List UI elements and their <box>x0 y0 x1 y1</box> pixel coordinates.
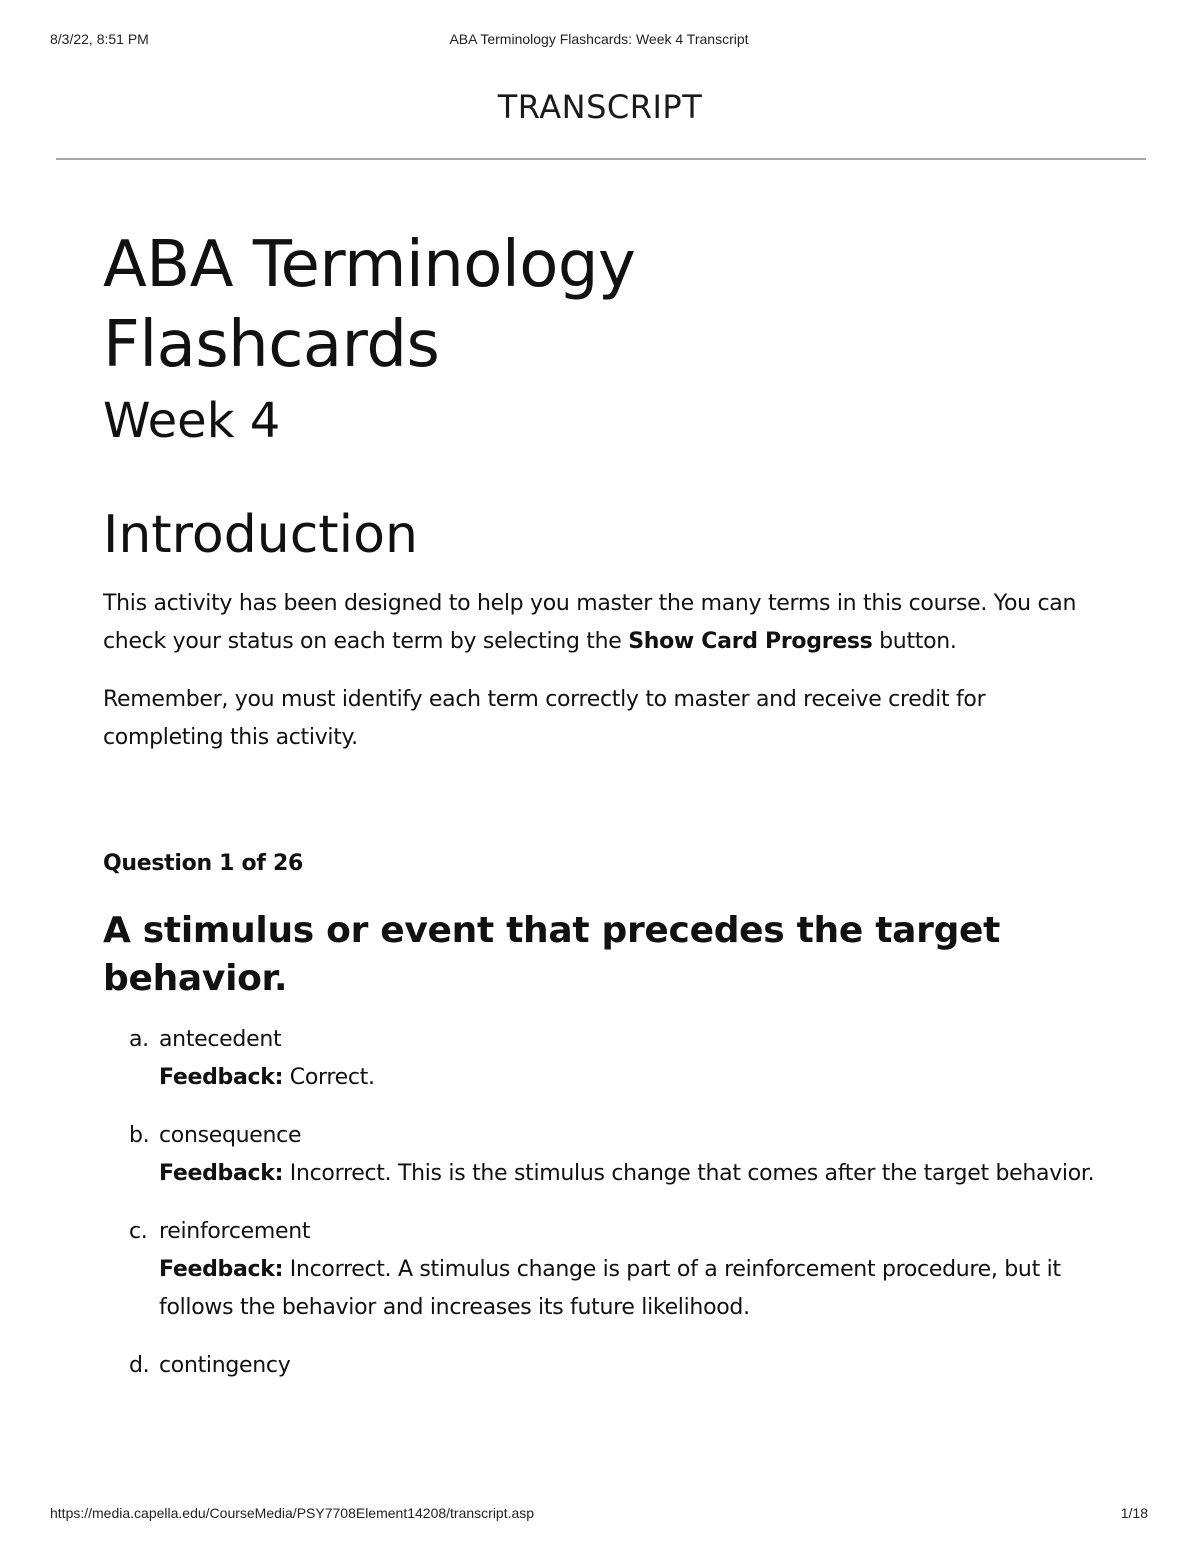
answer-option-c <box>103 1213 1103 1327</box>
document-title-line-1: ABA Terminology <box>103 228 636 302</box>
answer-option-b <box>103 1117 1103 1193</box>
answer-option-a <box>103 1021 1103 1097</box>
document-title-line-2: Flashcards <box>103 308 440 382</box>
answer-feedback <box>159 1059 1103 1097</box>
feedback-text: Incorrect. A stimulus change is part of a reinforcement procedure, but it follows the behavior and increases its future likelihood. <box>159 1257 1061 1320</box>
print-datetime: 8/3/22, 8:51 PM <box>50 31 149 47</box>
print-page-title: ABA Terminology Flashcards: Week 4 Transcript <box>449 31 749 47</box>
answer-option-d <box>103 1347 1103 1385</box>
answer-list <box>103 1021 1103 1385</box>
section-title-introduction: Introduction <box>103 505 418 565</box>
print-page-number: 1/18 <box>1120 1505 1148 1521</box>
intro-paragraph-2: Remember, you must identify each term correctly to master and receive credit for completing this activity. <box>103 687 986 750</box>
answer-text: antecedent <box>159 1027 282 1052</box>
answer-feedback <box>159 1251 1103 1327</box>
print-footer <box>50 1505 1148 1523</box>
transcript-heading: TRANSCRIPT <box>497 88 703 126</box>
answer-letter: c. <box>129 1219 148 1244</box>
answer-letter: b. <box>129 1123 150 1148</box>
question-counter: Question 1 of 26 <box>103 851 303 876</box>
answer-letter: a. <box>129 1027 149 1052</box>
feedback-text: Incorrect. This is the stimulus change that comes after the target behavior. <box>289 1161 1095 1186</box>
feedback-label: Feedback: <box>159 1161 284 1186</box>
answer-feedback <box>159 1155 1103 1193</box>
intro-p1-text-after: button. <box>872 629 957 654</box>
answer-letter: d. <box>129 1353 150 1378</box>
intro-p1-text-before: This activity has been designed to help you master the many terms in this course. You can check your status on each term by selecting the <box>103 591 1077 654</box>
document-subtitle: Week 4 <box>103 393 281 449</box>
answer-text: contingency <box>159 1353 291 1378</box>
answer-text: consequence <box>159 1123 302 1148</box>
print-source-url: https://media.capella.edu/CourseMedia/PSY7708Element14208/transcript.asp <box>50 1505 535 1521</box>
feedback-label: Feedback: <box>159 1065 284 1090</box>
question-text: A stimulus or event that precedes the target behavior. <box>103 910 1001 999</box>
document-title <box>103 225 1103 385</box>
transcript-content <box>103 225 1103 1405</box>
heading-divider <box>56 158 1146 160</box>
answer-text: reinforcement <box>159 1219 311 1244</box>
print-header <box>50 31 1148 49</box>
feedback-label: Feedback: <box>159 1257 284 1282</box>
intro-paragraph-1 <box>103 585 1103 661</box>
show-card-progress-reference: Show Card Progress <box>628 629 873 654</box>
feedback-text: Correct. <box>289 1065 375 1090</box>
